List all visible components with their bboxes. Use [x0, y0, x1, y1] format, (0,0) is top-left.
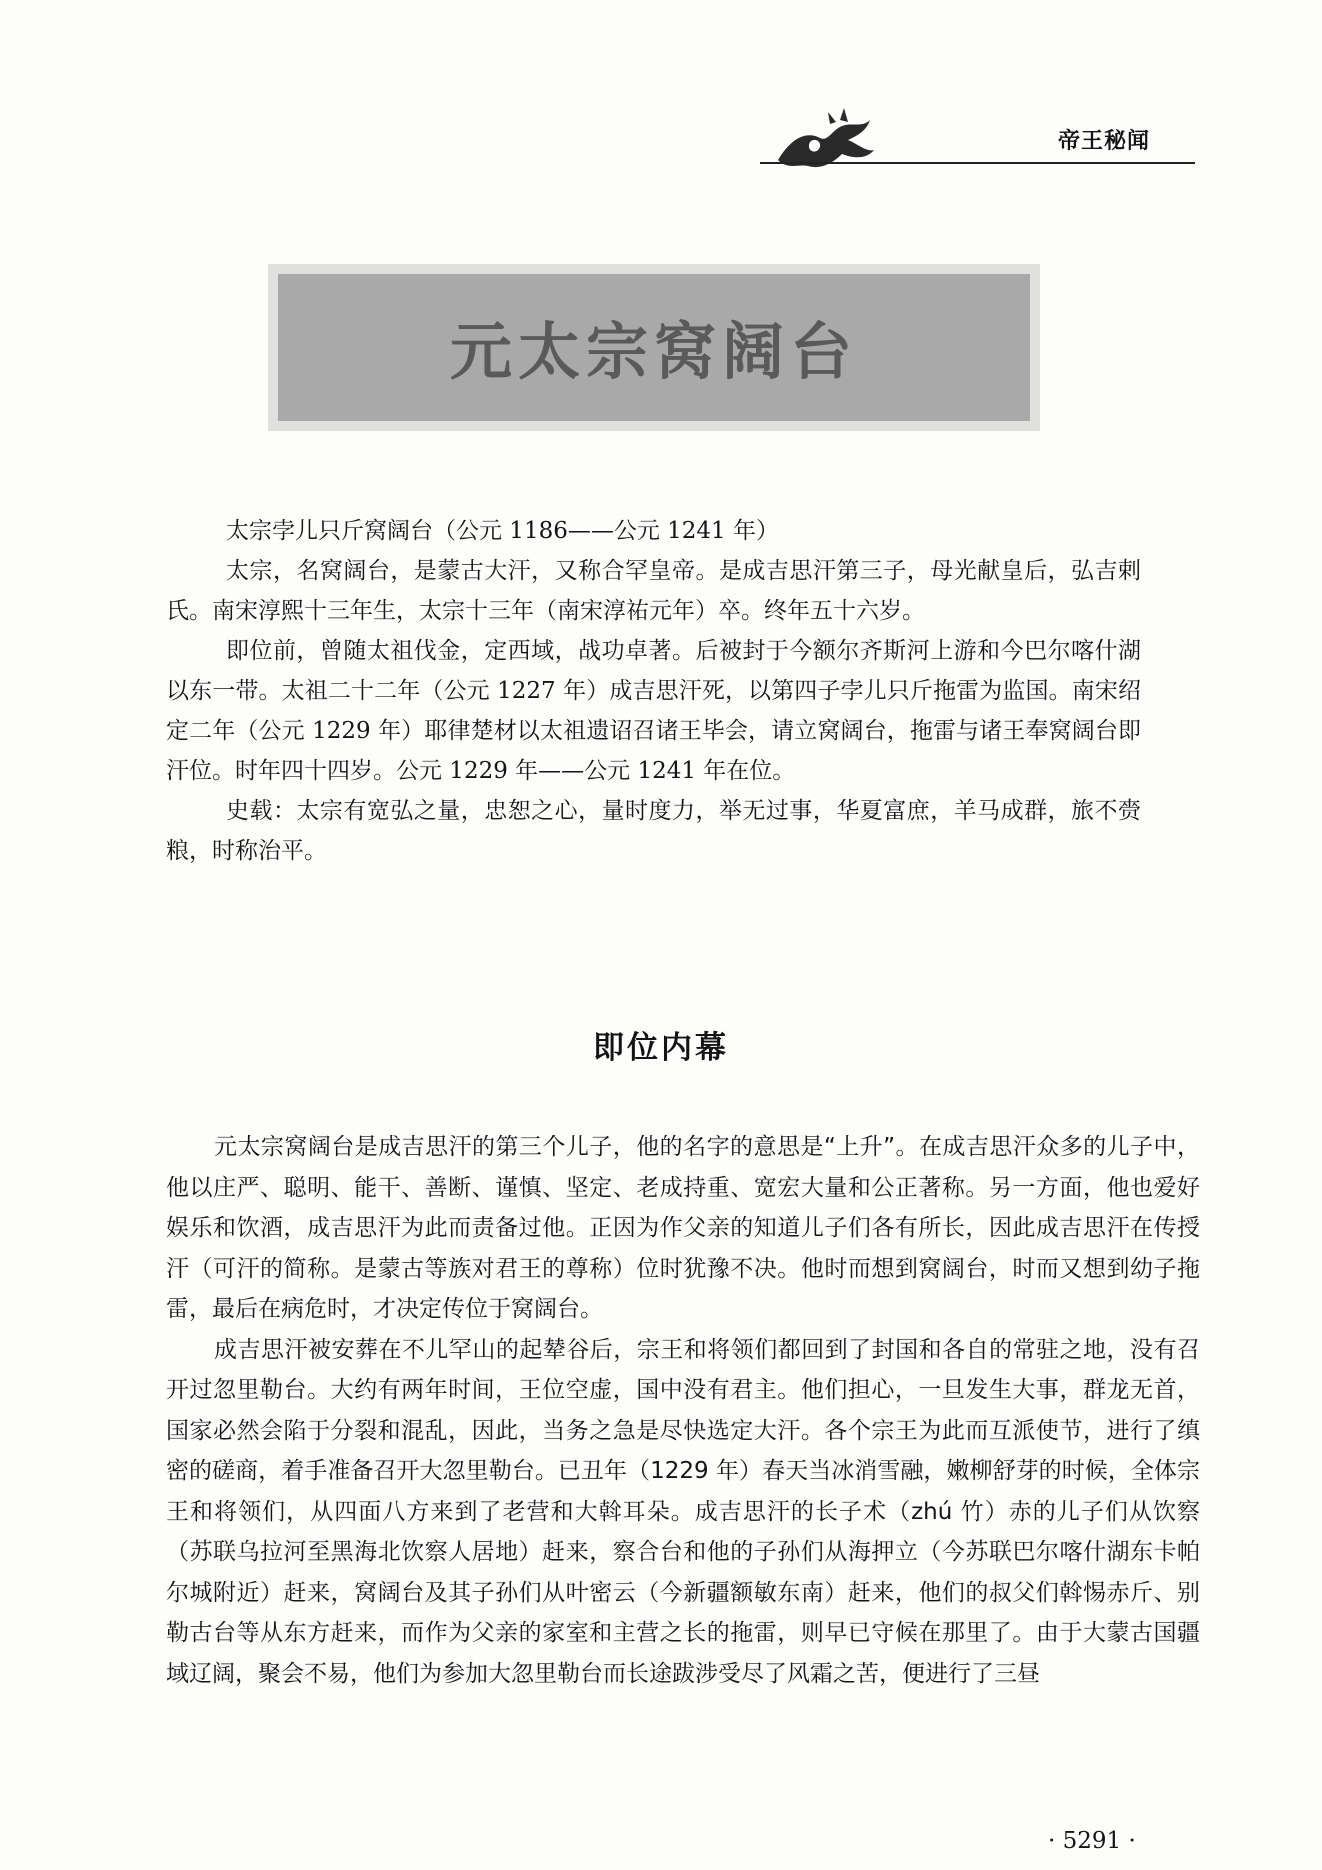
page-number: · 5291 · [1048, 1828, 1136, 1854]
dragon-logo-icon [770, 100, 880, 178]
body-paragraph: 元太宗窝阔台是成吉思汗的第三个儿子，他的名字的意思是“上升”。在成吉思汗众多的儿子中，他以庄严、聪明、能干、善断、谨慎、坚定、老成持重、宽宏大量和公正著称。另一方面，他也爱好娱乐和饮酒，成吉思汗为此而责备过他。正因为作父亲的知道儿子们各有所长，因此成吉思汗在传授汗（可汗的简称。是蒙古等族对君王的尊称）位时犹豫不决。他时而想到窝阔台，时而又想到幼子拖雷，最后在病危时，才决定传位于窝阔台。 [166, 1134, 1200, 1322]
bio-paragraph: 太宗，名窝阔台，是蒙古大汗，又称合罕皇帝。是成吉思汗第三子，母光献皇后，弘吉剌氏。南宋淳熙十三年生，太宗十三年（南宋淳祐元年）卒。终年五十六岁。 [166, 558, 1141, 624]
biography-block [166, 511, 1141, 871]
title-banner [278, 274, 1030, 421]
bio-paragraph: 太宗孛儿只斤窝阔台（公元 1186——公元 1241 年） [226, 518, 779, 544]
running-header: 帝王秘闻 [1058, 129, 1151, 154]
header-rule [760, 162, 1195, 164]
body-paragraph: 成吉思汗被安葬在不儿罕山的起辇谷后，宗王和将领们都回到了封国和各自的常驻之地，没有召开过忽里勒台。大约有两年时间，王位空虚，国中没有君主。他们担心，一旦发生大事，群龙无首，国家必然会陷于分裂和混乱，因此，当务之急是尽快选定大汗。各个宗王为此而互派使节，进行了缜密的磋商，着手准备召开大忽里勒台。已丑年（1229 年）春天当冰消雪融，嫩柳舒芽的时候，全体宗王和将领们，从四面八方来到了老营和大斡耳朵。成吉思汗的长子术（zhú 竹）赤的儿子们从饮察（苏联乌拉河至黑海北饮察人居地）赶来，察合台和他的子孙们从海押立（今苏联巴尔喀什湖东卡帕尔城附近）赶来，窝阔台及其子孙们从叶密云（今新疆额敏东南）赶来，他们的叔父们斡惕赤斤、别勒古台等从东方赶来，而作为父亲的家室和主营之长的拖雷，则早已守候在那里了。由于大蒙古国疆域辽阔，聚会不易，他们为参加大忽里勒台而长途跋涉受尽了风霜之苦，便进行了三昼 [166, 1336, 1200, 1687]
chapter-title: 元太宗窝阔台 [449, 315, 858, 388]
bio-paragraph: 史载：太宗有宽弘之量，忠恕之心，量时度力，举无过事，华夏富庶，羊马成群，旅不赍粮，时称治平。 [166, 798, 1141, 864]
bio-paragraph: 即位前，曾随太祖伐金，定西域，战功卓著。后被封于今额尔齐斯河上游和今巴尔喀什湖以东一带。太祖二十二年（公元 1227 年）成吉思汗死，以第四子孛儿只斤拖雷为监国。南宋绍定二年（公元 1229 年）耶律楚材以太祖遗诏召诸王毕会，请立窝阔台，拖雷与诸王奉窝阔台即汗位。时年四十四岁。公元 1229 年——公元 1241 年在位。 [166, 638, 1141, 784]
section-heading: 即位内幕 [593, 1030, 729, 1066]
body-text [166, 1127, 1200, 1694]
